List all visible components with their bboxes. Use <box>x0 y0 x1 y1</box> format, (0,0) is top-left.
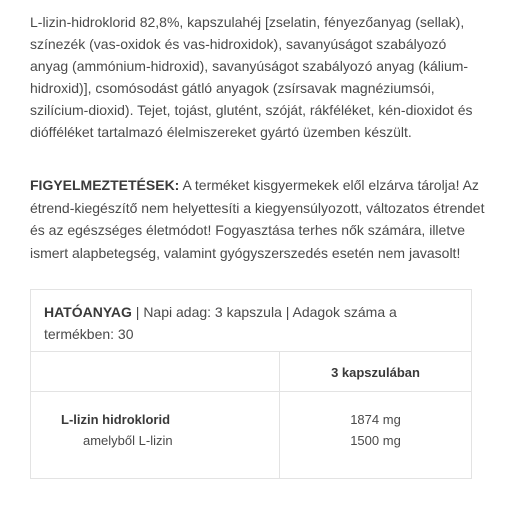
active-ingredient-table <box>30 289 472 479</box>
warnings-paragraph <box>30 174 490 264</box>
ingredient-sub-amount: 1500 mg <box>350 433 401 448</box>
ingredient-sub-name: amelyből L-lizin <box>83 433 173 448</box>
table-header-row <box>31 290 471 352</box>
ingredients-text: L-lizin-hidroklorid 82,8%, kapszulahéj [zselatin, fényezőanyag (sellak), színezék (vas-oxidok és vas-hidroxidok), savanyúságot szabályozó anyag (ammónium-hidroxid), savanyúságot szabályozó anyag (kálium-hidroxid)], csomósodást gátló anyagok (zsírsavak magnéziumsói, szilícium-dioxid). Tejet, tojást, glutént, szóját, rákféléket, kén-dioxidot és diófféléket tartalmazó élelmiszereket gyártó üzemben készült. <box>30 14 473 140</box>
dosage-info: | Napi adag: 3 kapszula | Adagok száma a termékben: 30 <box>44 304 397 342</box>
active-ingredient-label: HATÓANYAG <box>44 304 132 320</box>
warnings-text: A terméket kisgyermekek elől elzárva tárolja! Az étrend-kiegészítő nem helyettesíti a kiegyensúlyozott, változatos étrendet és az egészséges életmódot! Fogyasztása terhes nők számára, illetve ismert alapbetegség, valamint gyógyszerszedés esetén nem javasolt! <box>30 177 485 261</box>
ingredient-name: L-lizin hidroklorid <box>61 412 171 427</box>
column-header-amount: 3 kapszulában <box>331 365 420 380</box>
table-header-text <box>44 301 459 345</box>
ingredient-amount: 1874 mg <box>350 412 401 427</box>
warnings-label: FIGYELMEZTETÉSEK: <box>30 177 180 193</box>
